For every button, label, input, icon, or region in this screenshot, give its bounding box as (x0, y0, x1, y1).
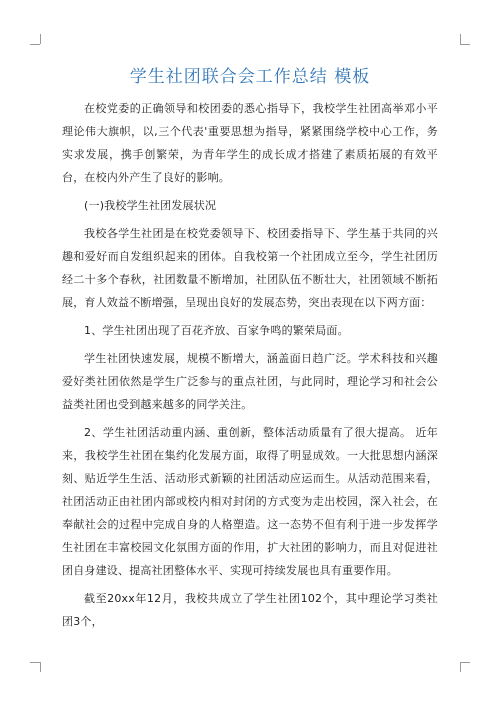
paragraph-point-2: 2、学生社团活动重内涵、重创新，整体活动质量有了很大提高。 近年来，我校学生社团在集约化发展方面，取得了明显成效。一大批思想内涵深刻、贴近学生生活、活动形式新颖的社团活动应运而生。从活动范围来看，社团活动正由社团内部或校内相对封闭的方式变为走出校园，深入社会，在奉献社会的过程中完成自身的人格塑造。这一态势不但有利于进一步发挥学生社团在丰富校园文化氛围方面的作用，扩大社团的影响力，而且对促进社团自身建设、提高社团整体水平、实现可持续发展也具有重要作用。 (62, 426, 438, 577)
section-heading: (一)我校学生社团发展状况 (84, 199, 217, 212)
paragraph-intro: 在校党委的正确领导和校团委的悉心指导下，我校学生社团高举邓小平理论伟大旗帜，以,三个代表'重要思想为指导，紧紧围绕学校中心工作，务实求发展，携手创繁荣，为青年学生的成长成才搭建了素质拓展的有效平台，在校内外产生了良好的影响。 (62, 102, 438, 184)
paragraph-statistics: 截至20xx年12月，我校共成立了学生社团102个，其中理论学习类社团3个， (62, 592, 438, 628)
paragraph-point-1: 1、学生社团出现了百花齐放、百家争鸣的繁荣局面。 (84, 324, 349, 337)
paragraph-overview: 我校各学生社团是在校党委领导下、校团委指导下、学生基于共同的兴趣和爱好而自发组织起来的团体。自我校第一个社团成立至今，学生社团历经二十多个春秋，社团数量不断增加，社团队伍不断壮大，社团领域不断拓展，育人效益不断增强，呈现出良好的发展态势，突出表现在以下两方面： (62, 227, 438, 309)
document-body (62, 97, 438, 638)
document-title: 学生社团联合会工作总结 模板 (129, 67, 371, 87)
paragraph-point-1-detail: 学生社团快速发展，规模不断增大，涵盖面日趋广泛。学术科技和兴趣爱好类社团依然是学生广泛参与的重点社团，与此同时，理论学习和社会公益类社团也受到越来越多的同学关注。 (62, 352, 438, 411)
